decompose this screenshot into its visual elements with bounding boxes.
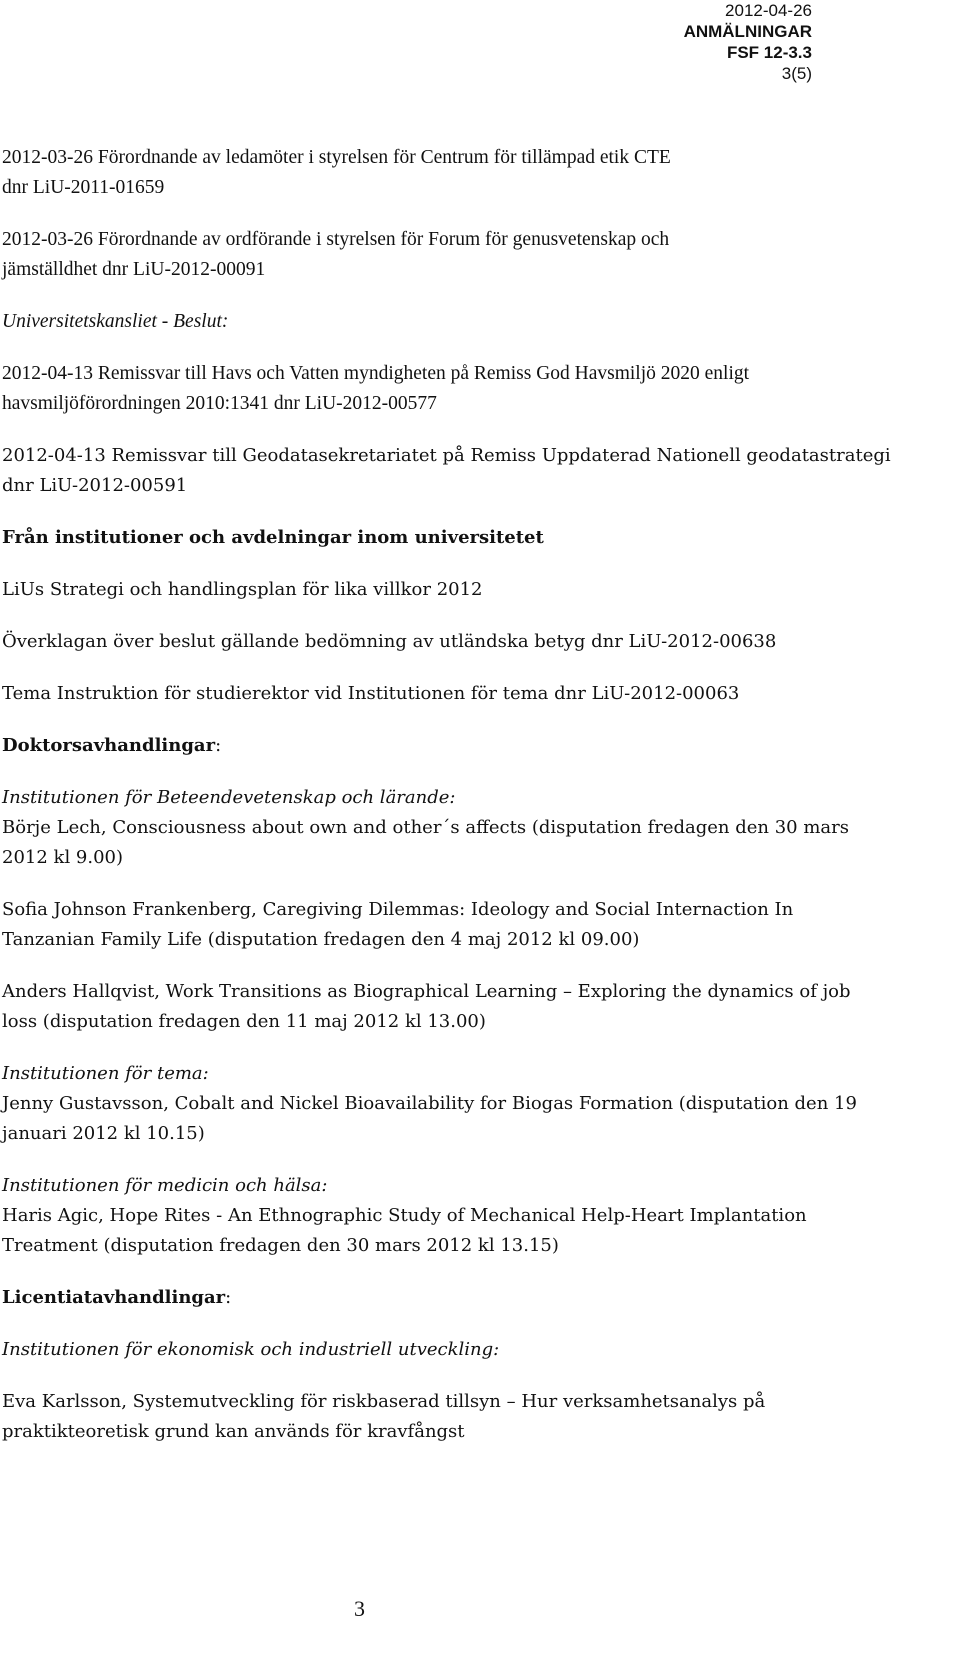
- appointment-item: 2012-03-26 Förordnande av ordförande i styrelsen för Forum för genusvetenskap och jämställdhet dnr LiU-2012-00091: [2, 229, 670, 280]
- header-date: 2012-04-26: [725, 1, 812, 20]
- department-label: Institutionen för Beteendevetenskap och lärande:: [2, 787, 456, 808]
- institution-item: Tema Instruktion för studierektor vid Institutionen för tema dnr LiU-2012-00063: [2, 683, 740, 704]
- appointment-item: 2012-03-26 Förordnande av ledamöter i styrelsen för Centrum för tillämpad etik CTE dnr LiU-2011-01659: [2, 147, 671, 198]
- thesis-item: Anders Hallqvist, Work Transitions as Biographical Learning – Exploring the dynamics of job loss (disputation fredagen den 11 maj 2012 kl 13.00): [2, 981, 851, 1032]
- footer-page-number: 3: [354, 1596, 365, 1621]
- section-heading-licentiate: Licentiatavhandlingar:: [2, 1287, 232, 1308]
- institution-item: LiUs Strategi och handlingsplan för lika villkor 2012: [2, 579, 483, 600]
- department-label: Institutionen för tema:: [2, 1063, 209, 1084]
- header-reference: FSF 12-3.3: [726, 43, 812, 62]
- decision-item: 2012-04-13 Remissvar till Havs och Vatten myndigheten på Remiss God Havsmiljö 2020 enligt havsmiljöförordningen 2010:1341 dnr LiU-2012-00577: [2, 363, 750, 414]
- document-body: [2, 143, 942, 1469]
- decision-item: 2012-04-13 Remissvar till Geodatasekretariatet på Remiss Uppdaterad Nationell geodatastrategi dnr LiU-2012-00591: [2, 445, 891, 496]
- section-heading-university-office: Universitetskansliet - Beslut:: [2, 311, 229, 332]
- section-heading-doctoral: Doktorsavhandlingar:: [2, 735, 222, 756]
- thesis-item: Haris Agic, Hope Rites - An Ethnographic Study of Mechanical Help-Heart Implantation Treatment (disputation fredagen den 30 mars 2012 kl 13.15): [2, 1205, 807, 1256]
- department-label: Institutionen för medicin och hälsa:: [2, 1175, 328, 1196]
- department-label: Institutionen för ekonomisk och industriell utveckling:: [2, 1339, 500, 1360]
- header-document-type: ANMÄLNINGAR: [683, 22, 812, 41]
- document-header: [684, 0, 812, 84]
- header-page-indicator: 3(5): [781, 64, 812, 83]
- section-heading-from-institutions: Från institutioner och avdelningar inom universitetet: [2, 527, 544, 548]
- institution-item: Överklagan över beslut gällande bedömning av utländska betyg dnr LiU-2012-00638: [2, 631, 777, 652]
- thesis-item: Sofia Johnson Frankenberg, Caregiving Dilemmas: Ideology and Social Internaction In Tanzanian Family Life (disputation fredagen den 4 maj 2012 kl 09.00): [2, 899, 794, 950]
- thesis-item: Jenny Gustavsson, Cobalt and Nickel Bioavailability for Biogas Formation (disputation den 19 januari 2012 kl 10.15): [2, 1093, 857, 1144]
- thesis-item: Eva Karlsson, Systemutveckling för riskbaserad tillsyn – Hur verksamhetsanalys på praktikteoretisk grund kan används för kravfångst: [2, 1391, 766, 1442]
- thesis-item: Börje Lech, Consciousness about own and other´s affects (disputation fredagen den 30 mars 2012 kl 9.00): [2, 817, 850, 868]
